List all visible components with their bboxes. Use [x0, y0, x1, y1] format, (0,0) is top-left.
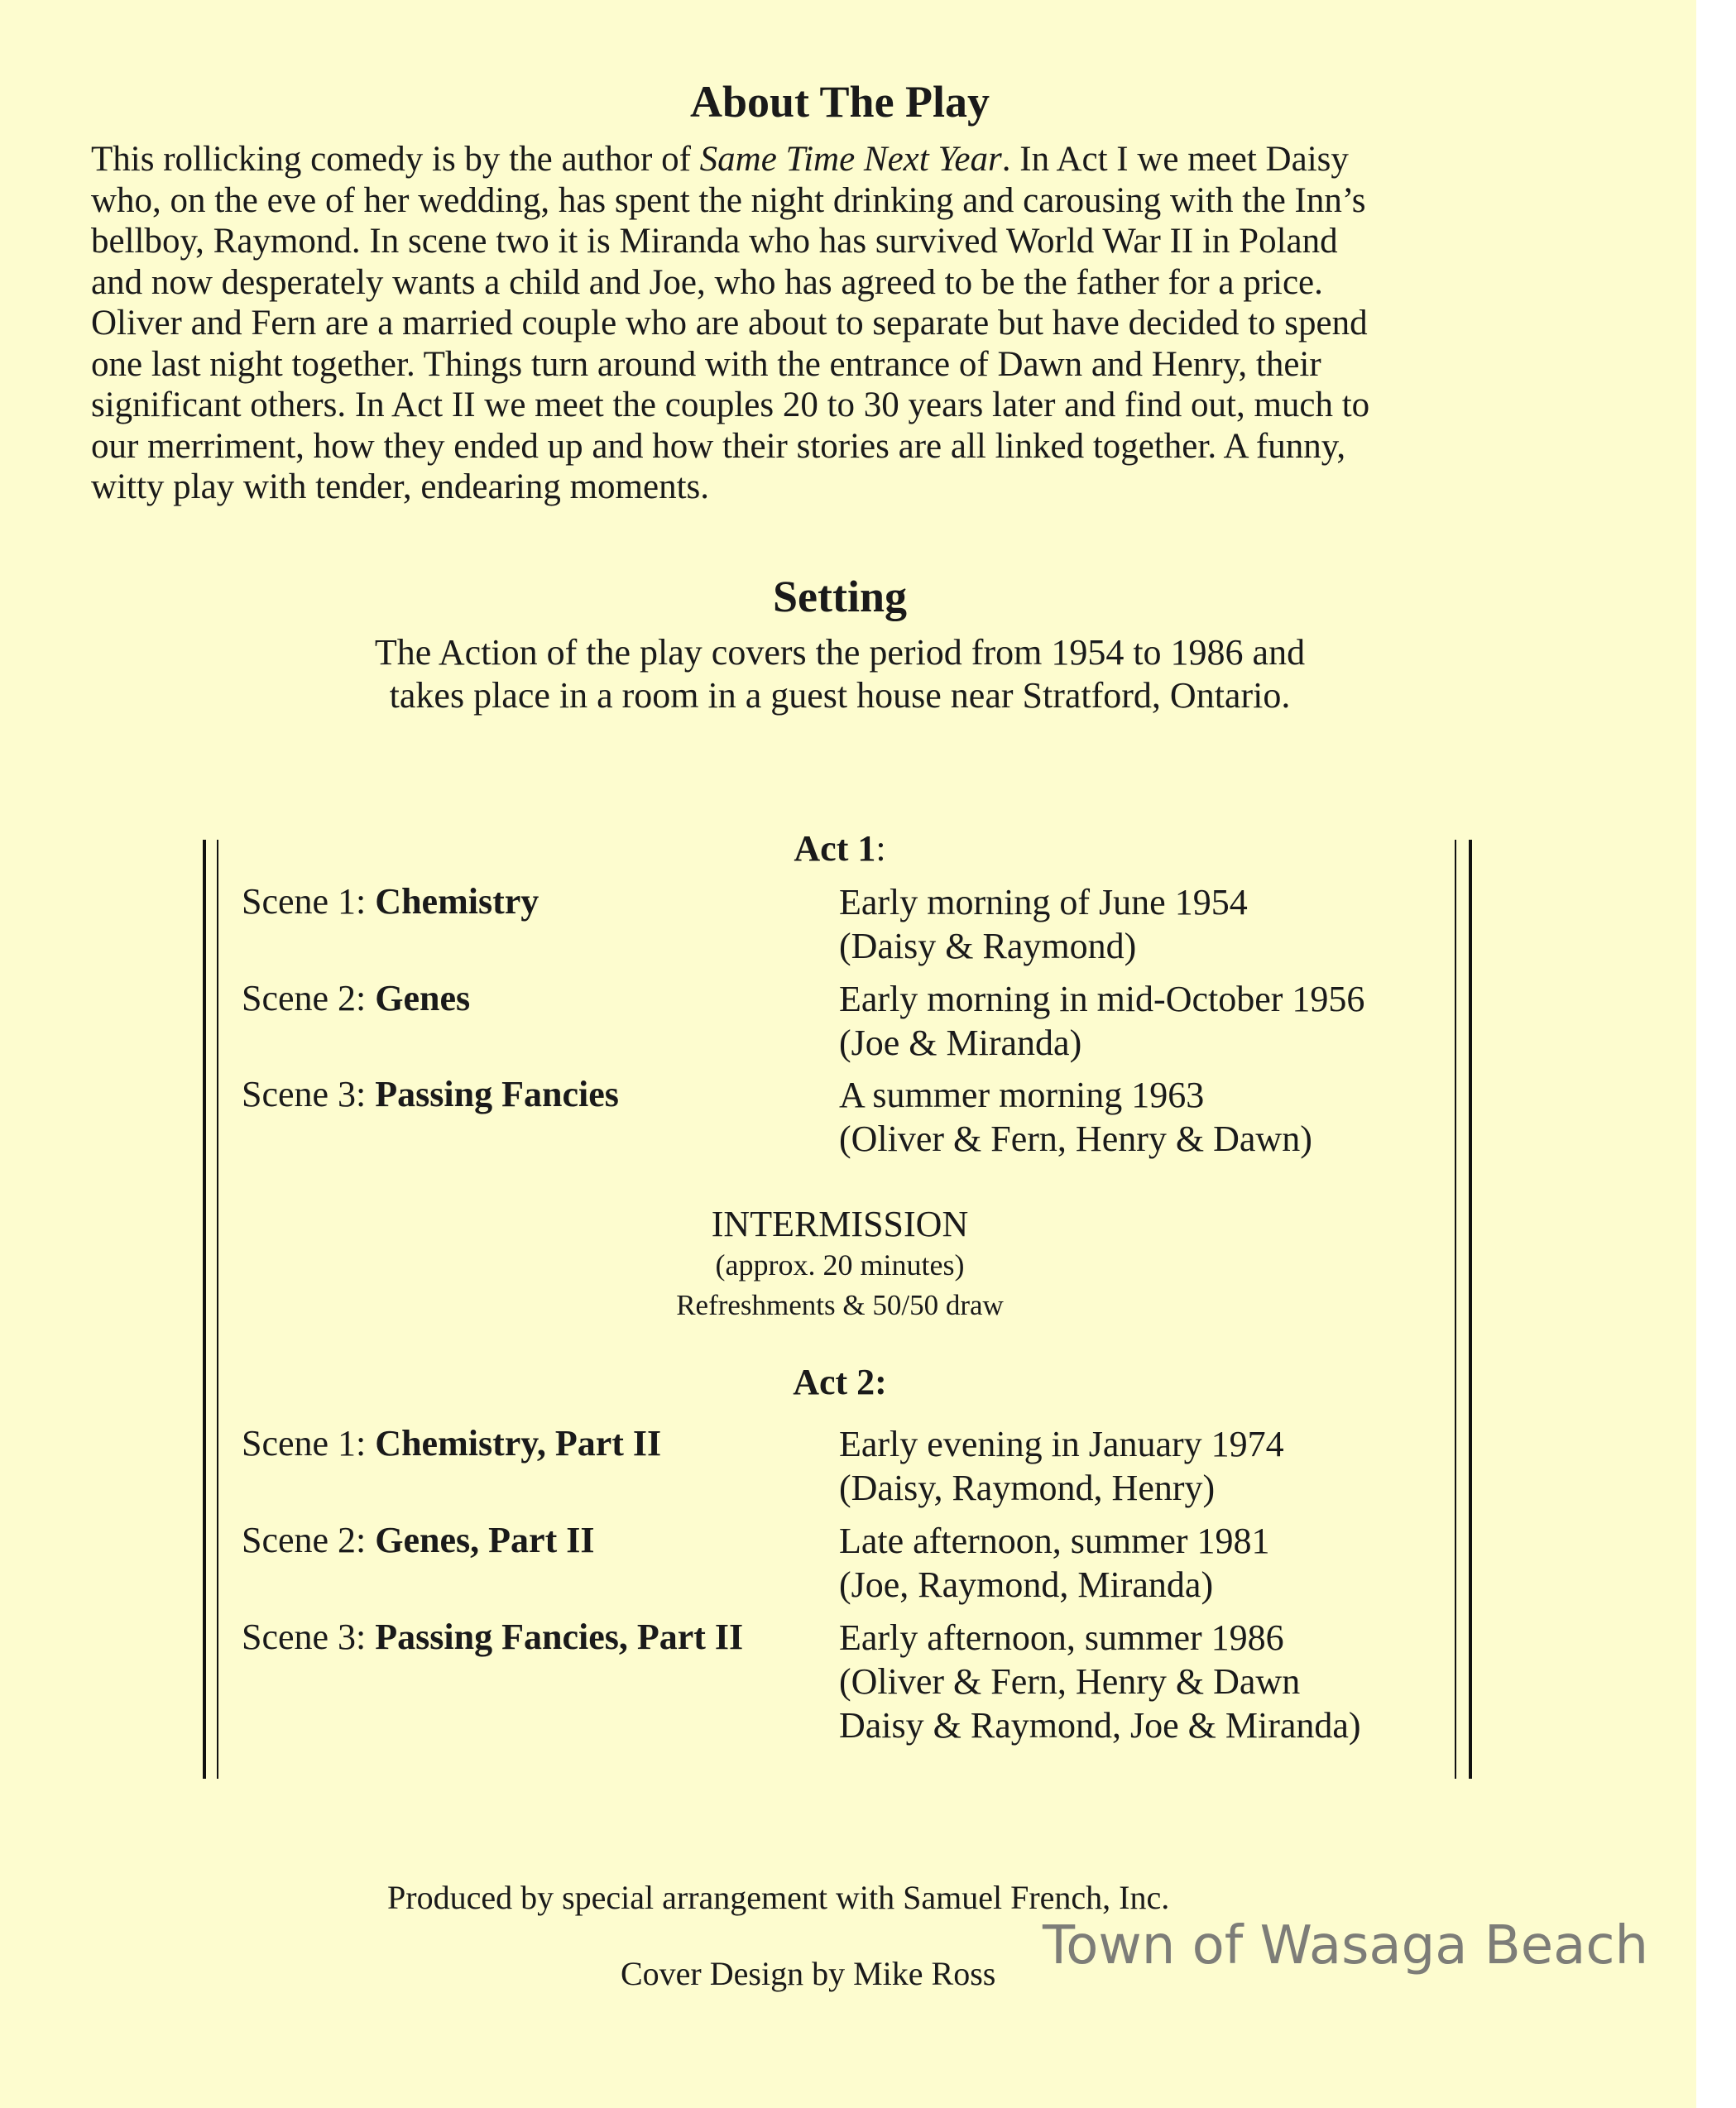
- act-1-heading: [0, 827, 1680, 870]
- scene-time: Early morning in mid-October 1956: [839, 979, 1365, 1019]
- about-line-text: . In Act I we meet Daisy: [1001, 140, 1349, 179]
- scene-label: [242, 1073, 619, 1115]
- cover-design-credit: Cover Design by Mike Ross: [621, 1955, 996, 1992]
- scene-title: Genes, Part II: [375, 1520, 595, 1560]
- act-1-colon: :: [875, 828, 886, 869]
- intermission-duration: (approx. 20 minutes): [715, 1248, 965, 1282]
- scan-margin: [1696, 0, 1736, 2108]
- scene-title: Genes: [375, 978, 471, 1018]
- about-line-text: This rollicking comedy is by the author of: [91, 140, 700, 179]
- scene-label: [242, 1519, 594, 1561]
- scene-cast: (Daisy, Raymond, Henry): [839, 1468, 1216, 1508]
- scene-label: [242, 1616, 743, 1658]
- act-2-heading: Act 2:: [793, 1362, 887, 1402]
- scene-number: Scene 2:: [242, 978, 376, 1018]
- scene-title: Passing Fancies, Part II: [375, 1617, 744, 1657]
- about-line: our merriment, how they ended up and how their stories are all linked together. A funny,: [91, 426, 1346, 466]
- about-line: significant others. In Act II we meet the couples 20 to 30 years later and find out, much to: [91, 386, 1370, 424]
- scene-time: Late afternoon, summer 1981: [839, 1521, 1270, 1561]
- scene-title: Chemistry: [375, 881, 540, 922]
- scene-cast: (Oliver & Fern, Henry & Dawn: [839, 1661, 1301, 1702]
- about-heading: About The Play: [689, 77, 990, 127]
- scene-cast: (Joe & Miranda): [839, 1023, 1082, 1063]
- scene-number: Scene 2:: [242, 1520, 376, 1560]
- about-line: who, on the eve of her wedding, has spent the night drinking and carousing with the Inn’s: [91, 180, 1366, 220]
- intermission-title: INTERMISSION: [711, 1204, 969, 1244]
- setting-line: takes place in a room in a guest house near Stratford, Ontario.: [389, 675, 1291, 716]
- scene-description: [839, 1073, 1312, 1161]
- scene-number: Scene 1:: [242, 1423, 376, 1464]
- setting-heading: Setting: [773, 572, 907, 621]
- scene-label: [242, 880, 539, 922]
- about-line: bellboy, Raymond. In scene two it is Miranda who has survived World War II in Poland: [91, 222, 1338, 261]
- scene-cast: (Oliver & Fern, Henry & Dawn): [839, 1119, 1312, 1159]
- scene-title: Chemistry, Part II: [375, 1423, 662, 1464]
- scene-description: [839, 1616, 1361, 1747]
- scene-description: [839, 1519, 1270, 1607]
- setting-paragraph: [0, 631, 1680, 717]
- about-paragraph: [91, 139, 1638, 508]
- production-credit: Produced by special arrangement with Samuel French, Inc.: [387, 1879, 1170, 1916]
- scene-description: [839, 1422, 1284, 1510]
- about-line: and now desperately wants a child and Joe, who has agreed to be the father for a price.: [91, 262, 1323, 302]
- scene-description: [839, 880, 1248, 968]
- play-title-reference: Same Time Next Year: [699, 140, 1002, 179]
- scene-time: Early evening in January 1974: [839, 1424, 1284, 1464]
- scene-number: Scene 3:: [242, 1617, 376, 1657]
- about-line: [91, 139, 1638, 180]
- scene-description: [839, 977, 1364, 1065]
- scene-title: Passing Fancies: [375, 1074, 619, 1114]
- about-line: witty play with tender, endearing moments.: [91, 467, 710, 506]
- about-line: one last night together. Things turn around with the entrance of Dawn and Henry, their: [91, 344, 1321, 384]
- about-line: Oliver and Fern are a married couple who are about to separate but have decided to spend: [91, 304, 1368, 343]
- scene-label: [242, 977, 470, 1019]
- setting-line: The Action of the play covers the period from 1954 to 1986 and: [374, 632, 1306, 673]
- scene-time: Early afternoon, summer 1986: [839, 1617, 1284, 1658]
- intermission-note: Refreshments & 50/50 draw: [676, 1289, 1004, 1321]
- scene-number: Scene 1:: [242, 881, 376, 922]
- town-watermark: Town of Wasaga Beach: [1043, 1915, 1649, 1976]
- act-1-heading-text: Act 1: [794, 828, 876, 869]
- scene-number: Scene 3:: [242, 1074, 376, 1114]
- scene-time: A summer morning 1963: [839, 1075, 1205, 1115]
- scene-label: [242, 1422, 661, 1464]
- scene-cast: Daisy & Raymond, Joe & Miranda): [839, 1705, 1361, 1746]
- scene-cast: (Daisy & Raymond): [839, 926, 1137, 966]
- scene-cast: (Joe, Raymond, Miranda): [839, 1564, 1214, 1605]
- scene-time: Early morning of June 1954: [839, 882, 1248, 922]
